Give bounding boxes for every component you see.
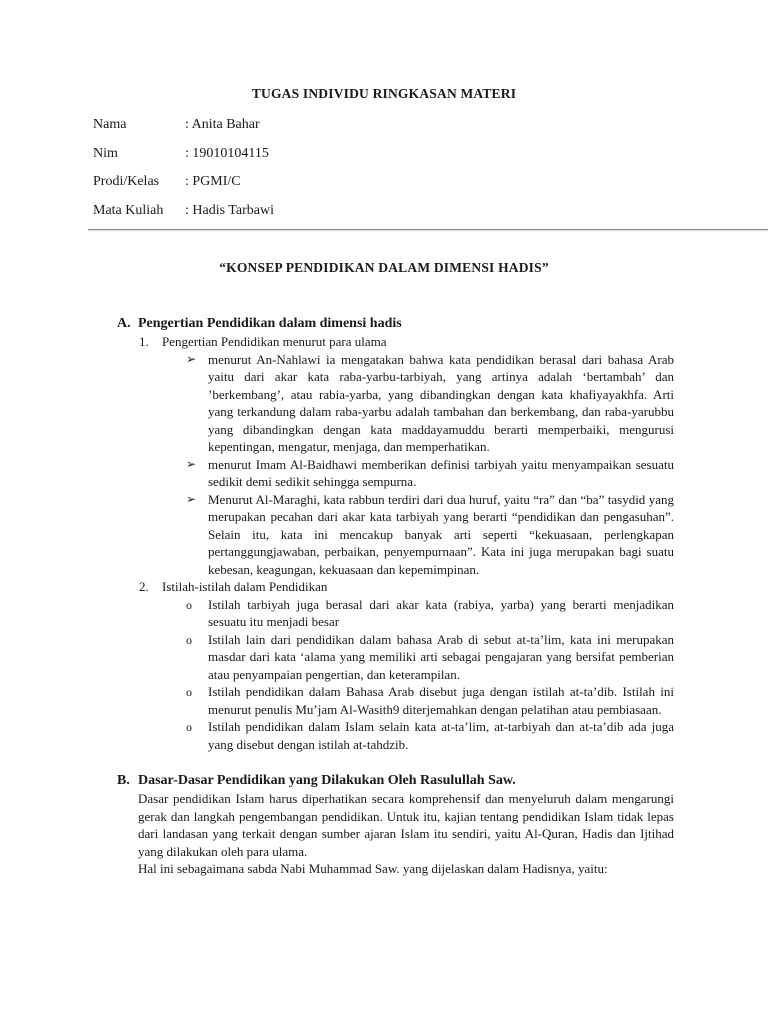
bullet-text: Istilah lain dari pendidikan dalam bahasa Arab di sebut at-ta’lim, kata ini merupakan masdar dari kata ‘alama yang memiliki arti sebagai pengajaran yang bersifat pemberian atau penyampaian pengertian, dan keterampilan.	[208, 631, 674, 682]
info-row-prodi	[93, 172, 274, 201]
document-subtitle: “KONSEP PENDIDIKAN DALAM DIMENSI HADIS”	[219, 260, 549, 275]
info-value: : Hadis Tarbawi	[185, 202, 274, 218]
spacer	[0, 753, 768, 771]
item-number: 2.	[139, 579, 149, 594]
bullet-text: Istilah pendidikan dalam Islam selain kata at-ta’lim, at-tarbiyah dan at-ta’dib ada juga yang disebut dengan istilah at-tahdzib.	[208, 719, 674, 752]
circle-bullet-icon: o	[186, 685, 192, 699]
item-label: Pengertian Pendidikan menurut para ulama	[162, 334, 387, 349]
bullet-text: Istilah pendidikan dalam Bahasa Arab disebut juga dengan istilah at-ta’dib. Istilah ini menurut penulis Mu’jam Al-Wasith9 diterjemahkan dengan pelatihan atau pembiasaan.	[208, 684, 674, 717]
paragraph: Hal ini sebagaimana sabda Nabi Muhammad Saw. yang dijelaskan dalam Hadisnya, yaitu:	[138, 861, 608, 876]
bullet-text: menurut Imam Al-Baidhawi memberikan definisi tarbiyah yaitu menyampaikan sesuatu sedikit demi sedikit sehingga sempurna.	[208, 456, 674, 489]
item-label: Istilah-istilah dalam Pendidikan	[162, 579, 328, 594]
list-item	[0, 683, 674, 718]
numbered-item-1	[0, 333, 768, 351]
list-item	[0, 456, 674, 491]
circle-bullet-icon: o	[186, 720, 192, 734]
section-letter: A.	[117, 316, 131, 331]
section-title: Dasar-Dasar Pendidikan yang Dilakukan Oleh Rasulullah Saw.	[138, 773, 516, 788]
info-label: Nama	[93, 117, 127, 132]
arrow-bullet-icon: ➢	[186, 456, 197, 471]
info-value: : PGMI/C	[185, 174, 241, 189]
info-value: : 19010104115	[185, 145, 269, 161]
info-value: : Anita Bahar	[185, 117, 260, 132]
paragraph: Dasar pendidikan Islam harus diperhatikan secara komprehensif dan menyeluruh dalam mengarungi gerak dan langkah pengembangan pendidikan. Untuk itu, kajian tentang pendidikan Islam tidak lepas dari landasan yang terkait dengan sumber ajaran Islam itu sendiri, yaitu Al-Quran, Hadis dan Ijtihad yang dilakukan oleh para ulama.	[138, 791, 674, 859]
section-b-heading	[0, 771, 768, 790]
bullet-text: Menurut Al-Maraghi, kata rabbun terdiri dari dua huruf, yaitu “ra” dan “ba” tasydid yang merupakan pecahan dari akar kata tarbiyah yang berarti “pendidikan dan pengasuhan”. Selain itu, kata ini mencakup banyak arti seperti “kekuasaan, perlengkapan pertanggungjawaban, perbaikan, penyempurnaan”. Kata ini juga merupakan bagi suatu kebesan, keagungan, kekuasaan dan kepemimpinan.	[208, 491, 674, 577]
list-item	[0, 631, 674, 684]
document-title: TUGAS INDIVIDU RINGKASAN MATERI	[251, 86, 517, 101]
bullet-text: menurut An-Nahlawi ia mengatakan bahwa kata pendidikan berasal dari bahasa Arab yaitu dari akar kata raba-yarbu-tarbiyah, yang artinya adalah ‘bertambah’ dan ’berkembang’, atau rabia-yarba, yang dibandingkan dengan kata khafiyayakhfa. Arti yang terkandung dalam raba-yarbu adalah tambahan dan berkembang, dan raba-yarubbu yang dibandingkan dengan kata maddayamuddu berarti memperbaiki, mengurusi kepentingan, mengatur, menjaga, dan memperhatikan.	[208, 351, 674, 454]
student-info	[93, 115, 274, 229]
bullet-text: Istilah tarbiyah juga berasal dari akar kata (rabiya, yarba) yang berarti menjadikan sesuatu itu menjadi besar	[208, 596, 674, 629]
horizontal-divider	[88, 229, 768, 230]
circle-bullet-icon: o	[186, 632, 192, 647]
section-title: Pengertian Pendidikan dalam dimensi hadis	[138, 316, 402, 331]
arrow-bullet-icon: ➢	[186, 491, 197, 506]
info-row-nim	[93, 144, 274, 173]
arrow-bullet-icon: ➢	[186, 351, 197, 366]
numbered-item-2	[0, 578, 768, 596]
info-row-matakuliah	[93, 201, 274, 230]
info-label: Nim	[93, 145, 118, 161]
section-letter: B.	[117, 773, 130, 788]
document-body	[0, 314, 768, 878]
list-item	[0, 491, 674, 579]
circle-bullet-icon: o	[186, 597, 192, 612]
list-item	[0, 596, 674, 631]
section-a-heading	[0, 314, 768, 333]
info-label: Prodi/Kelas	[93, 174, 160, 189]
info-row-nama	[93, 115, 274, 144]
item-number: 1.	[139, 334, 149, 349]
list-item	[0, 718, 674, 753]
info-label: Mata Kuliah	[93, 202, 164, 218]
list-item	[0, 351, 674, 456]
